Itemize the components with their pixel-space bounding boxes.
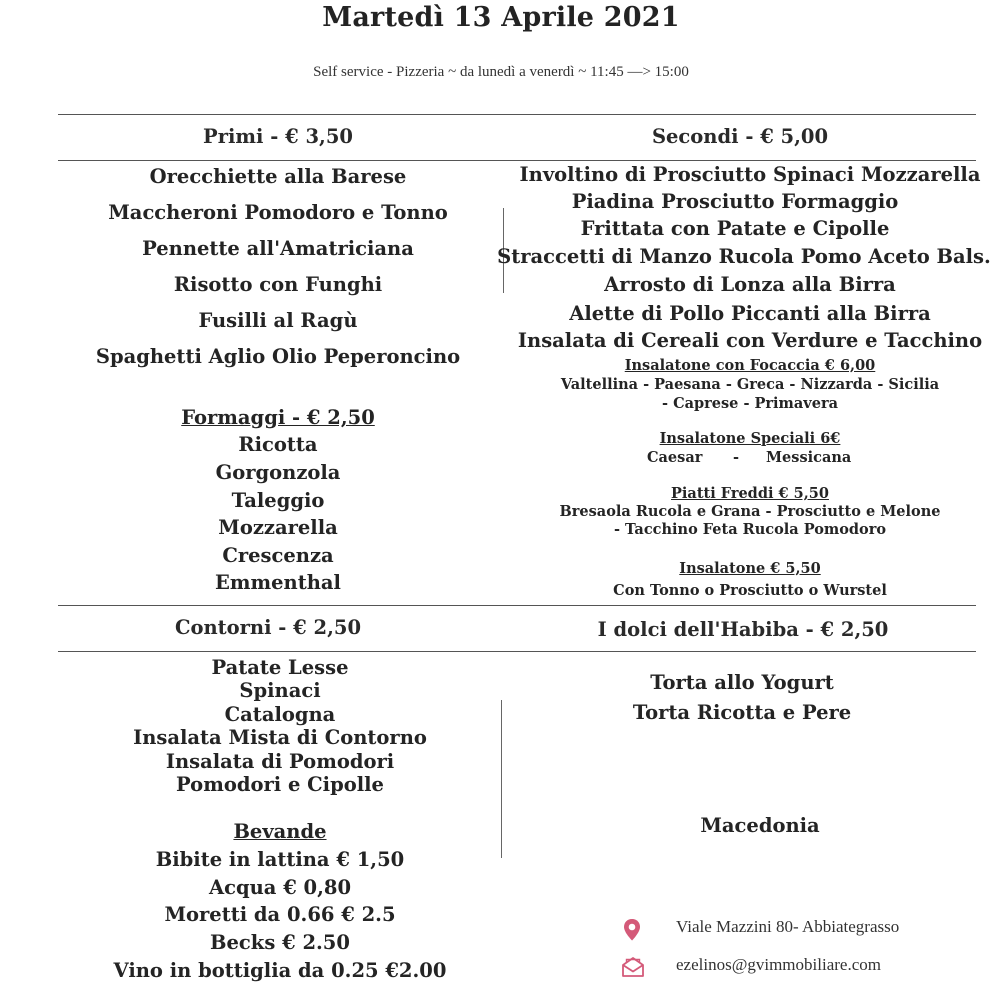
secondi-item: Arrosto di Lonza alla Birra: [604, 273, 896, 296]
divider-top: [58, 114, 976, 115]
divider-middle-bottom: [58, 651, 976, 652]
page-title: Martedì 13 Aprile 2021: [322, 2, 680, 33]
location-pin-icon: [622, 918, 642, 942]
divider-middle: [58, 605, 976, 606]
formaggi-item: Mozzarella: [218, 516, 338, 539]
service-hours: Self service - Pizzeria ~ da lunedì a venerdì ~ 11:45 —> 15:00: [313, 64, 689, 80]
bevande-item: Moretti da 0.66 € 2.5: [164, 903, 396, 926]
dolci-extra: Macedonia: [700, 814, 820, 837]
primi-item: Orecchiette alla Barese: [149, 165, 407, 188]
secondi-item: Straccetti di Manzo Rucola Pomo Aceto Bals.: [497, 245, 991, 268]
piatti-freddi-heading: Piatti Freddi € 5,50: [671, 485, 829, 502]
formaggi-item: Ricotta: [238, 433, 318, 456]
contorni-item: Insalata di Pomodori: [165, 750, 395, 773]
insalatone-heading: Insalatone € 5,50: [679, 560, 821, 577]
formaggi-heading: Formaggi - € 2,50: [181, 406, 375, 429]
primi-heading: Primi - € 3,50: [203, 125, 353, 148]
secondi-item: Involtino di Prosciutto Spinaci Mozzarella: [519, 163, 981, 186]
envelope-icon: [620, 956, 646, 978]
insalatone-line: Con Tonno o Prosciutto o Wurstel: [613, 582, 887, 599]
secondi-item: Insalata di Cereali con Verdure e Tacchino: [517, 329, 983, 352]
dolci-heading: I dolci dell'Habiba - € 2,50: [597, 618, 889, 641]
contorni-item: Catalogna: [224, 703, 336, 726]
secondi-item: Piadina Prosciutto Formaggio: [571, 190, 899, 213]
primi-item: Fusilli al Ragù: [198, 309, 358, 332]
bevande-item: Acqua € 0,80: [208, 876, 352, 899]
bevande-item: Becks € 2.50: [210, 931, 350, 954]
insalatone-focaccia-line: - Caprese - Primavera: [662, 395, 838, 412]
contorni-heading: Contorni - € 2,50: [174, 616, 362, 639]
contorni-item: Insalata Mista di Contorno: [133, 726, 427, 749]
insalatone-speciali-item: Messicana: [766, 449, 852, 466]
formaggi-item: Emmenthal: [215, 571, 341, 594]
primi-item: Risotto con Funghi: [173, 273, 383, 296]
primi-item: Maccheroni Pomodoro e Tonno: [108, 201, 448, 224]
secondi-heading: Secondi - € 5,00: [651, 125, 829, 148]
insalatone-speciali-separator: -: [733, 449, 740, 466]
address-text: Viale Mazzini 80- Abbiategrasso: [676, 917, 900, 936]
insalatone-speciali-heading: Insalatone Speciali 6€: [659, 430, 841, 447]
contorni-item: Spinaci: [239, 679, 321, 702]
primi-item: Spaghetti Aglio Olio Peperoncino: [95, 345, 461, 368]
formaggi-item: Gorgonzola: [215, 461, 341, 484]
formaggi-item: Crescenza: [222, 544, 334, 567]
secondi-item: Frittata con Patate e Cipolle: [580, 217, 890, 240]
contorni-item: Patate Lesse: [211, 656, 349, 679]
insalatone-speciali-item: Caesar: [647, 449, 703, 466]
piatti-freddi-line: Bresaola Rucola e Grana - Prosciutto e Melone: [559, 503, 941, 520]
secondi-item: Alette di Pollo Piccanti alla Birra: [569, 302, 931, 325]
email-link[interactable]: ezelinos@gvimmobiliare.com: [676, 955, 881, 974]
formaggi-item: Taleggio: [231, 489, 325, 512]
piatti-freddi-line: - Tacchino Feta Rucola Pomodoro: [613, 521, 887, 538]
divider-header-bottom: [58, 160, 976, 161]
insalatone-focaccia-heading: Insalatone con Focaccia € 6,00: [624, 357, 876, 374]
bevande-item: Bibite in lattina € 1,50: [155, 848, 405, 871]
dolci-item: Torta allo Yogurt: [650, 671, 834, 694]
bevande-heading: Bevande: [233, 820, 327, 843]
dolci-item: Torta Ricotta e Pere: [632, 701, 852, 724]
contorni-item: Pomodori e Cipolle: [176, 773, 384, 796]
primi-item: Pennette all'Amatriciana: [142, 237, 414, 260]
bevande-item: Vino in bottiglia da 0.25 €2.00: [113, 959, 447, 982]
insalatone-focaccia-line: Valtellina - Paesana - Greca - Nizzarda - Sicilia: [560, 376, 940, 393]
